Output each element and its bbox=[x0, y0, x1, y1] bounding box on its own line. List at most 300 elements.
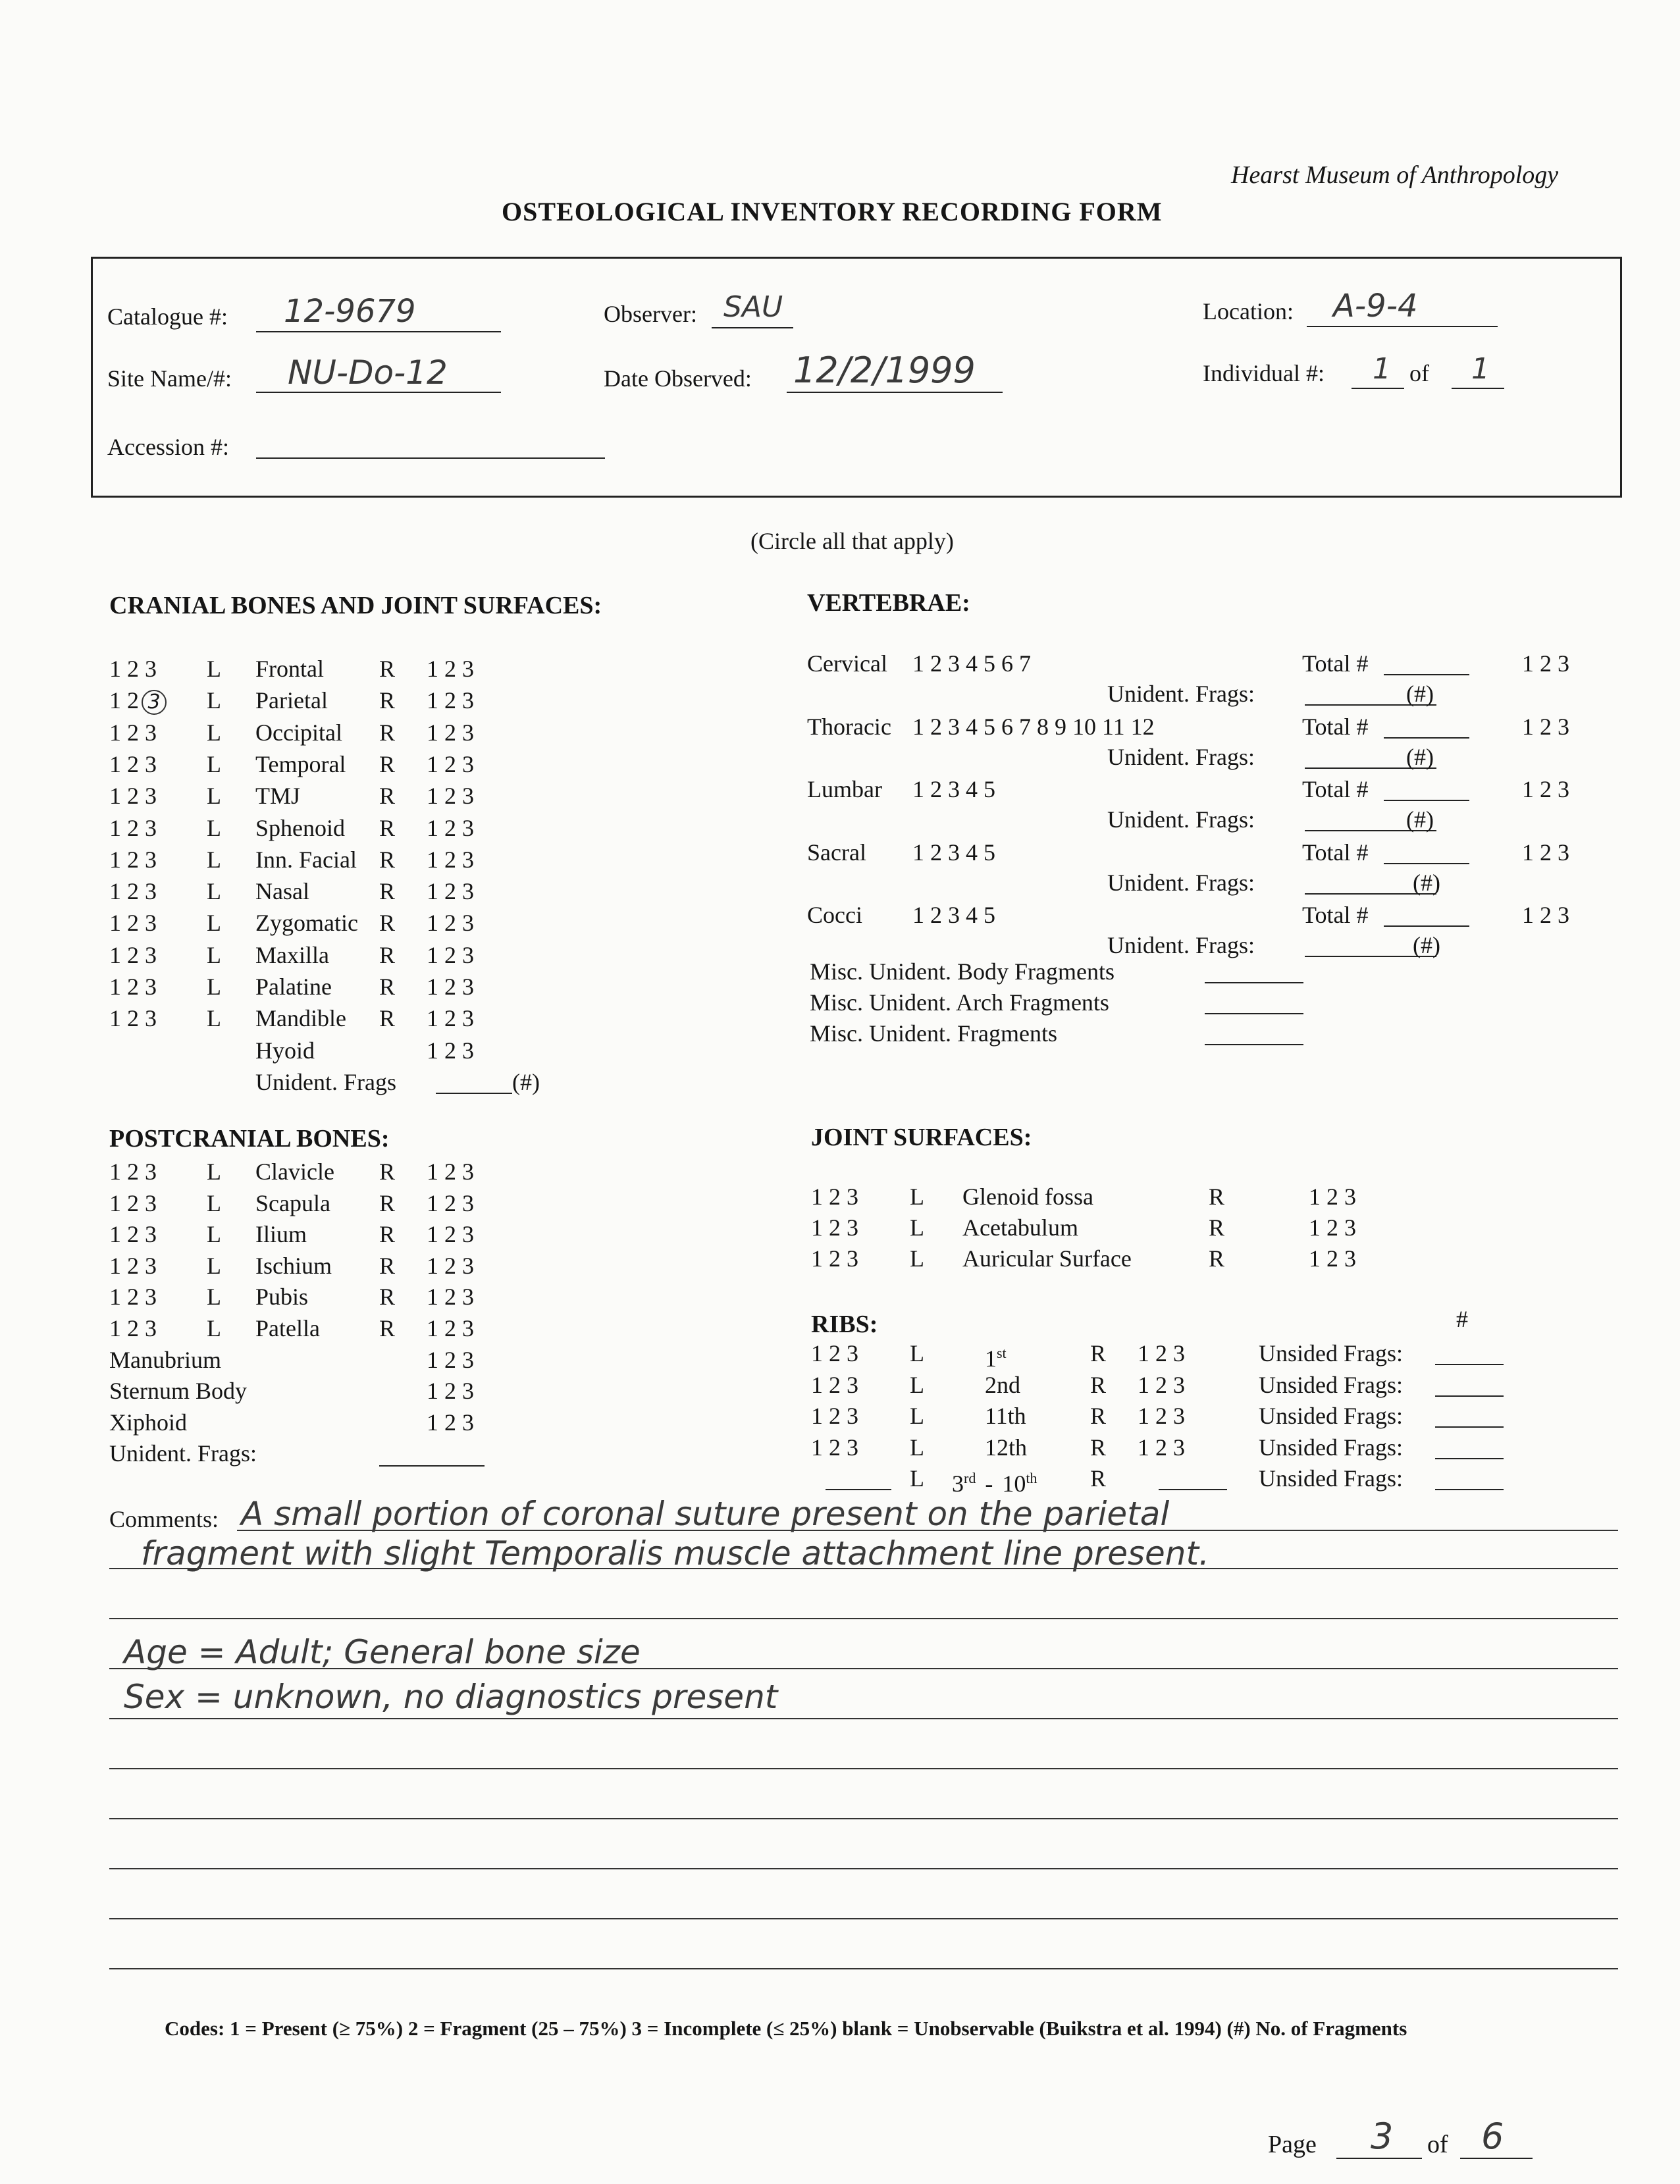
left-codes[interactable]: 1 2 3 bbox=[109, 750, 157, 777]
right-codes[interactable]: 1 2 3 bbox=[427, 687, 474, 714]
left-side: L bbox=[207, 974, 221, 1000]
right-codes[interactable]: 1 2 3 bbox=[1138, 1434, 1185, 1461]
left-codes[interactable]: 1 2 3 bbox=[109, 1284, 157, 1311]
left-side: L bbox=[207, 910, 221, 937]
right-codes[interactable]: 1 2 3 bbox=[427, 1346, 474, 1373]
total-label: Total # bbox=[1302, 776, 1369, 803]
rib-number-base: 2nd bbox=[985, 1371, 1020, 1398]
left-codes[interactable]: 1 2 3 bbox=[109, 1315, 157, 1341]
vertebrae-heading: VERTEBRAE: bbox=[807, 589, 970, 617]
total-line[interactable] bbox=[1384, 800, 1469, 801]
bone-name: Ischium bbox=[255, 1252, 332, 1279]
unsided-label: Unsided Frags: bbox=[1259, 1465, 1403, 1492]
postcranial-single-row bbox=[109, 1376, 570, 1405]
right-codes[interactable]: 1 2 3 bbox=[427, 941, 474, 968]
left-codes[interactable]: 1 2 3 bbox=[811, 1403, 858, 1429]
right-side: R bbox=[379, 750, 396, 777]
bone-name: Ilium bbox=[255, 1221, 307, 1248]
bone-name: Zygomatic bbox=[255, 910, 358, 937]
total-codes[interactable]: 1 2 3 bbox=[1522, 650, 1569, 677]
observer-value: SAU bbox=[723, 290, 783, 324]
individual-line bbox=[1352, 388, 1404, 389]
total-line[interactable] bbox=[1384, 674, 1469, 675]
unident-label: Unident. Frags: bbox=[1107, 681, 1255, 707]
comment-line[interactable] bbox=[109, 1618, 1618, 1619]
ribs-heading: RIBS: bbox=[811, 1311, 878, 1338]
bone-name: Temporal bbox=[255, 750, 346, 777]
left-codes[interactable]: 1 2 3 bbox=[109, 1158, 157, 1185]
cranial-row bbox=[109, 718, 570, 747]
left-side: L bbox=[207, 1284, 221, 1311]
unsided-label: Unsided Frags: bbox=[1259, 1371, 1403, 1398]
comment-line[interactable] bbox=[109, 1918, 1618, 1919]
unident-num: (#) bbox=[1413, 932, 1440, 959]
rib-number-base: 11th bbox=[985, 1403, 1026, 1429]
right-side: R bbox=[1209, 1214, 1225, 1241]
page-value: 3 bbox=[1371, 2116, 1394, 2157]
cranial-row bbox=[109, 908, 570, 937]
left-codes[interactable]: 1 2 3 bbox=[811, 1183, 858, 1210]
ribs-hash: # bbox=[1456, 1306, 1468, 1332]
left-side: L bbox=[207, 783, 221, 810]
unident-num: (#) bbox=[1406, 681, 1434, 707]
joint-table bbox=[811, 1182, 1469, 1281]
total-codes[interactable]: 1 2 3 bbox=[1522, 839, 1569, 866]
rib-row bbox=[811, 1433, 1627, 1462]
unident-label: Unident. Frags: bbox=[1107, 743, 1255, 770]
comment-line[interactable] bbox=[109, 1568, 1618, 1569]
right-codes[interactable]: 1 2 3 bbox=[427, 1315, 474, 1341]
cranial-unident-row bbox=[109, 1068, 570, 1097]
right-side: R bbox=[1090, 1465, 1107, 1492]
unsided-line[interactable] bbox=[1435, 1458, 1504, 1459]
comments-label: Comments: bbox=[109, 1506, 219, 1532]
unident-num: (#) bbox=[1406, 743, 1434, 770]
left-side: L bbox=[910, 1403, 924, 1429]
rib-number bbox=[985, 1401, 1026, 1430]
left-side: L bbox=[207, 1005, 221, 1032]
left-side: L bbox=[207, 656, 221, 682]
left-side: L bbox=[207, 1221, 221, 1248]
comment-line[interactable] bbox=[109, 1718, 1618, 1719]
right-side: R bbox=[379, 1005, 396, 1032]
right-side: R bbox=[379, 1252, 396, 1279]
misc-line[interactable] bbox=[1205, 982, 1303, 983]
left-side: L bbox=[910, 1371, 924, 1398]
total-line[interactable] bbox=[1384, 925, 1469, 927]
unident-num: (#) bbox=[512, 1068, 540, 1095]
unident-label: Unident. Frags: bbox=[109, 1440, 257, 1467]
joint-name: Auricular Surface bbox=[962, 1245, 1132, 1272]
vertebra-name: Cocci bbox=[807, 902, 862, 929]
rib-number-sup: st bbox=[997, 1345, 1007, 1361]
left-side: L bbox=[207, 1252, 221, 1279]
bone-name: Parietal bbox=[255, 687, 328, 714]
postcranial-table bbox=[109, 1157, 570, 1473]
rib-row bbox=[811, 1401, 1627, 1430]
left-codes[interactable]: 1 2 3 bbox=[109, 1221, 157, 1248]
rib-number bbox=[985, 1339, 1007, 1373]
joint-row bbox=[811, 1182, 1469, 1211]
location-value: A-9-4 bbox=[1333, 288, 1418, 325]
vertebra-numbers[interactable]: 1 2 3 4 5 6 7 8 9 10 11 12 bbox=[912, 713, 1155, 740]
unsided-line[interactable] bbox=[1435, 1364, 1504, 1365]
vertebrae-misc-row bbox=[807, 957, 1623, 986]
vertebrae-row bbox=[807, 838, 1623, 867]
vertebra-numbers[interactable]: 1 2 3 4 5 bbox=[912, 902, 995, 929]
cranial-row-hyoid bbox=[109, 1036, 570, 1065]
unident-label: Unident. Frags bbox=[255, 1068, 396, 1095]
total-label: Total # bbox=[1302, 713, 1369, 740]
cranial-row bbox=[109, 877, 570, 906]
postcranial-unident-row bbox=[109, 1439, 570, 1468]
left-side: L bbox=[207, 719, 221, 746]
vertebrae-unident-row bbox=[807, 868, 1623, 897]
range-start-sup: rd bbox=[964, 1470, 976, 1486]
bone-name: Inn. Facial bbox=[255, 846, 357, 873]
left-codes[interactable]: 1 2 3 bbox=[811, 1245, 858, 1272]
right-side: R bbox=[379, 878, 396, 905]
rib-row-range bbox=[811, 1464, 1627, 1497]
bone-name: Mandible bbox=[255, 1005, 346, 1032]
right-codes[interactable]: 1 2 3 bbox=[427, 878, 474, 905]
date-label: Date Observed: bbox=[604, 365, 752, 392]
total-line[interactable] bbox=[1384, 863, 1469, 864]
left-side: L bbox=[910, 1434, 924, 1461]
catalogue-label: Catalogue #: bbox=[107, 303, 228, 330]
range-start: 3 bbox=[952, 1470, 964, 1497]
code-text: 1 2 bbox=[109, 687, 139, 714]
right-codes[interactable]: 1 2 3 bbox=[427, 1189, 474, 1216]
unident-line[interactable] bbox=[379, 1465, 485, 1467]
location-label: Location: bbox=[1203, 298, 1294, 325]
right-codes[interactable]: 1 2 3 bbox=[427, 1378, 474, 1405]
rib-row bbox=[811, 1370, 1627, 1399]
range-dash: - bbox=[985, 1470, 993, 1497]
postcranial-row bbox=[109, 1314, 570, 1343]
postcranial-single-row bbox=[109, 1408, 570, 1437]
bone-name: Pubis bbox=[255, 1284, 309, 1311]
comment-handwriting: Age = Adult; General bone size bbox=[124, 1633, 641, 1671]
comment-line[interactable] bbox=[109, 1818, 1618, 1819]
unident-label: Unident. Frags: bbox=[1107, 806, 1255, 833]
left-side: L bbox=[910, 1465, 924, 1492]
postcranial-row bbox=[109, 1189, 570, 1218]
bone-name: Palatine bbox=[255, 974, 332, 1000]
right-side: R bbox=[379, 846, 396, 873]
left-side: L bbox=[207, 941, 221, 968]
left-codes[interactable]: 1 2 3 bbox=[109, 1005, 157, 1032]
left-codes[interactable]: 1 2 3 bbox=[109, 1252, 157, 1279]
vertebrae-unident-row bbox=[807, 742, 1623, 771]
vertebra-numbers[interactable]: 1 2 3 4 5 6 7 bbox=[912, 650, 1031, 677]
postcranial-row bbox=[109, 1251, 570, 1280]
right-side: R bbox=[379, 974, 396, 1000]
codes-legend: Codes: 1 = Present (≥ 75%) 2 = Fragment (25 – 75%) 3 = Incomplete (≤ 25%) blank = Unobservable (Buikstra et al. 1994) (#) No. of Fragments bbox=[165, 2017, 1407, 2040]
unsided-label: Unsided Frags: bbox=[1259, 1340, 1403, 1366]
unident-num: (#) bbox=[1406, 806, 1434, 833]
rib-number bbox=[985, 1433, 1027, 1462]
vertebrae-row bbox=[807, 775, 1623, 804]
right-side: R bbox=[379, 783, 396, 810]
right-side: R bbox=[379, 941, 396, 968]
bone-name: Xiphoid bbox=[109, 1409, 188, 1436]
unident-line[interactable] bbox=[436, 1093, 512, 1094]
rib-range bbox=[952, 1464, 1037, 1498]
left-codes[interactable]: 1 2 3 bbox=[109, 878, 157, 905]
bone-name: Sphenoid bbox=[255, 814, 346, 841]
cranial-table bbox=[109, 654, 570, 1128]
total-codes[interactable]: 1 2 3 bbox=[1522, 713, 1569, 740]
left-codes[interactable]: 1 2 3 bbox=[109, 846, 157, 873]
right-codes-line[interactable] bbox=[1159, 1489, 1227, 1490]
right-codes[interactable]: 1 2 3 bbox=[427, 1252, 474, 1279]
right-codes[interactable]: 1 2 3 bbox=[427, 1158, 474, 1185]
comment-line[interactable] bbox=[109, 1868, 1618, 1869]
bone-name: Occipital bbox=[255, 719, 342, 746]
unsided-line[interactable] bbox=[1435, 1395, 1504, 1397]
right-side: R bbox=[1090, 1340, 1107, 1366]
left-codes[interactable]: 1 2 3 bbox=[109, 719, 157, 746]
individual-total: 1 bbox=[1471, 352, 1490, 386]
right-side: R bbox=[379, 910, 396, 937]
left-codes[interactable] bbox=[109, 686, 167, 715]
right-codes[interactable]: 1 2 3 bbox=[1309, 1183, 1356, 1210]
right-codes[interactable]: 1 2 3 bbox=[427, 1221, 474, 1248]
vertebrae-misc-row bbox=[807, 988, 1623, 1017]
page-label: Page bbox=[1268, 2131, 1317, 2158]
rib-row bbox=[811, 1339, 1627, 1372]
bone-name: Frontal bbox=[255, 656, 324, 682]
postcranial-heading: POSTCRANIAL BONES: bbox=[109, 1125, 390, 1153]
site-line bbox=[256, 392, 501, 393]
right-codes[interactable]: 1 2 3 bbox=[427, 1005, 474, 1032]
comment-line[interactable] bbox=[109, 1668, 1618, 1669]
left-side: L bbox=[207, 1315, 221, 1341]
accession-line bbox=[256, 457, 605, 459]
left-codes[interactable]: 1 2 3 bbox=[811, 1214, 858, 1241]
cranial-row bbox=[109, 781, 570, 810]
cranial-row bbox=[109, 686, 570, 715]
date-value: 12/2/1999 bbox=[793, 350, 976, 391]
vertebrae-unident-row bbox=[807, 931, 1623, 960]
total-line[interactable] bbox=[1384, 737, 1469, 739]
right-side: R bbox=[1209, 1245, 1225, 1272]
observer-line bbox=[712, 327, 793, 328]
right-codes[interactable]: 1 2 3 bbox=[427, 974, 474, 1000]
left-codes[interactable]: 1 2 3 bbox=[109, 656, 157, 682]
bone-name: Manubrium bbox=[109, 1346, 221, 1373]
left-codes[interactable]: 1 2 3 bbox=[109, 910, 157, 937]
unsided-label: Unsided Frags: bbox=[1259, 1434, 1403, 1461]
right-codes[interactable]: 1 2 3 bbox=[1138, 1403, 1185, 1429]
left-codes[interactable]: 1 2 3 bbox=[811, 1434, 858, 1461]
bone-name: Hyoid bbox=[255, 1037, 315, 1064]
museum-name: Hearst Museum of Anthropology bbox=[1231, 161, 1559, 189]
right-codes[interactable]: 1 2 3 bbox=[1309, 1214, 1356, 1241]
right-codes[interactable]: 1 2 3 bbox=[427, 1284, 474, 1311]
comment-line[interactable] bbox=[109, 1768, 1618, 1769]
unident-label: Unident. Frags: bbox=[1107, 932, 1255, 959]
cranial-row bbox=[109, 750, 570, 779]
total-label: Total # bbox=[1302, 650, 1369, 677]
vertebra-name: Sacral bbox=[807, 839, 866, 866]
unident-label: Unident. Frags: bbox=[1107, 869, 1255, 896]
left-side: L bbox=[910, 1183, 924, 1210]
right-side: R bbox=[379, 1221, 396, 1248]
joint-row bbox=[811, 1213, 1469, 1242]
left-side: L bbox=[207, 750, 221, 777]
left-side: L bbox=[910, 1214, 924, 1241]
site-label: Site Name/#: bbox=[107, 365, 232, 392]
page-total: 6 bbox=[1481, 2116, 1504, 2157]
catalogue-line bbox=[256, 331, 501, 332]
left-codes[interactable]: 1 2 3 bbox=[811, 1371, 858, 1398]
left-side: L bbox=[207, 846, 221, 873]
joint-heading: JOINT SURFACES: bbox=[811, 1124, 1032, 1151]
misc-label: Misc. Unident. Arch Fragments bbox=[810, 989, 1109, 1016]
misc-line[interactable] bbox=[1205, 1044, 1303, 1045]
right-codes[interactable]: 1 2 3 bbox=[427, 846, 474, 873]
vertebra-numbers[interactable]: 1 2 3 4 5 bbox=[912, 839, 995, 866]
unsided-line[interactable] bbox=[1435, 1426, 1504, 1428]
postcranial-row bbox=[109, 1282, 570, 1311]
unsided-label: Unsided Frags: bbox=[1259, 1403, 1403, 1429]
left-codes[interactable]: 1 2 3 bbox=[811, 1340, 858, 1366]
vertebra-numbers[interactable]: 1 2 3 4 5 bbox=[912, 776, 995, 803]
form-title: OSTEOLOGICAL INVENTORY RECORDING FORM bbox=[502, 197, 1163, 226]
right-codes[interactable]: 1 2 3 bbox=[427, 783, 474, 810]
right-codes[interactable]: 1 2 3 bbox=[427, 814, 474, 841]
rib-number-base: 1 bbox=[985, 1345, 997, 1372]
range-end-sup: th bbox=[1026, 1470, 1037, 1486]
comment-handwriting: A small portion of coronal suture present on the parietal bbox=[241, 1495, 1170, 1533]
location-line bbox=[1307, 326, 1498, 327]
left-side: L bbox=[207, 1158, 221, 1185]
bone-name: Maxilla bbox=[255, 941, 329, 968]
right-codes[interactable]: 1 2 3 bbox=[427, 1037, 474, 1064]
left-codes[interactable]: 1 2 3 bbox=[109, 814, 157, 841]
total-codes[interactable]: 1 2 3 bbox=[1522, 776, 1569, 803]
individual-of: of bbox=[1409, 360, 1429, 386]
date-line bbox=[787, 392, 1003, 393]
comment-handwriting: Sex = unknown, no diagnostics present bbox=[124, 1678, 778, 1716]
right-codes[interactable]: 1 2 3 bbox=[1138, 1340, 1185, 1366]
total-label: Total # bbox=[1302, 839, 1369, 866]
right-codes[interactable]: 1 2 3 bbox=[427, 656, 474, 682]
left-side: L bbox=[207, 878, 221, 905]
right-codes[interactable]: 1 2 3 bbox=[427, 750, 474, 777]
individual-value: 1 bbox=[1373, 352, 1391, 386]
vertebra-name: Cervical bbox=[807, 650, 887, 677]
left-side: L bbox=[207, 814, 221, 841]
joint-row bbox=[811, 1244, 1469, 1273]
right-side: R bbox=[1209, 1183, 1225, 1210]
cranial-row bbox=[109, 814, 570, 843]
ribs-table bbox=[811, 1339, 1627, 1497]
page-line bbox=[1336, 2158, 1422, 2159]
vertebrae-row bbox=[807, 900, 1623, 929]
right-codes[interactable]: 1 2 3 bbox=[427, 719, 474, 746]
rib-number bbox=[985, 1370, 1020, 1399]
bone-name: Scapula bbox=[255, 1189, 330, 1216]
right-side: R bbox=[1090, 1403, 1107, 1429]
comment-line[interactable] bbox=[237, 1530, 1618, 1531]
vertebrae-table bbox=[807, 649, 1623, 1070]
unsided-line[interactable] bbox=[1435, 1489, 1504, 1490]
right-side: R bbox=[379, 1284, 396, 1311]
vertebrae-row bbox=[807, 712, 1623, 741]
cranial-row bbox=[109, 972, 570, 1001]
vertebrae-row bbox=[807, 649, 1623, 678]
left-codes[interactable]: 1 2 3 bbox=[109, 974, 157, 1000]
catalogue-value: 12-9679 bbox=[284, 293, 416, 330]
unident-num: (#) bbox=[1413, 869, 1440, 896]
left-codes[interactable]: 1 2 3 bbox=[109, 783, 157, 810]
left-side: L bbox=[207, 687, 221, 714]
right-codes[interactable]: 1 2 3 bbox=[427, 910, 474, 937]
total-codes[interactable]: 1 2 3 bbox=[1522, 902, 1569, 929]
right-side: R bbox=[1090, 1371, 1107, 1398]
cranial-row bbox=[109, 845, 570, 874]
misc-line[interactable] bbox=[1205, 1013, 1303, 1014]
postcranial-row bbox=[109, 1220, 570, 1249]
right-side: R bbox=[379, 814, 396, 841]
right-side: R bbox=[1090, 1434, 1107, 1461]
page-of: of bbox=[1427, 2131, 1448, 2158]
circled-code: 3 bbox=[142, 690, 167, 715]
right-side: R bbox=[379, 1315, 396, 1341]
left-codes[interactable]: 1 2 3 bbox=[109, 1189, 157, 1216]
range-end: 10 bbox=[1002, 1470, 1026, 1497]
vertebrae-unident-row bbox=[807, 805, 1623, 834]
accession-label: Accession #: bbox=[107, 434, 229, 460]
left-side: L bbox=[910, 1340, 924, 1366]
individual-label: Individual #: bbox=[1203, 360, 1325, 386]
vertebrae-unident-row bbox=[807, 679, 1623, 708]
right-codes[interactable]: 1 2 3 bbox=[1309, 1245, 1356, 1272]
comment-line[interactable] bbox=[109, 1968, 1618, 1969]
right-codes[interactable]: 1 2 3 bbox=[1138, 1371, 1185, 1398]
header-box bbox=[91, 257, 1622, 498]
bone-name: Nasal bbox=[255, 878, 309, 905]
right-side: R bbox=[379, 1158, 396, 1185]
bone-name: Clavicle bbox=[255, 1158, 334, 1185]
misc-label: Misc. Unident. Body Fragments bbox=[810, 958, 1115, 985]
joint-name: Acetabulum bbox=[962, 1214, 1078, 1241]
bone-name: Patella bbox=[255, 1315, 320, 1341]
bone-name: Sternum Body bbox=[109, 1378, 248, 1405]
page-total-line bbox=[1460, 2158, 1533, 2159]
total-label: Total # bbox=[1302, 902, 1369, 929]
right-side: R bbox=[379, 687, 396, 714]
right-side: R bbox=[379, 1189, 396, 1216]
cranial-row bbox=[109, 654, 570, 683]
vertebra-name: Lumbar bbox=[807, 776, 882, 803]
cranial-row bbox=[109, 1004, 570, 1033]
rib-number-base: 12th bbox=[985, 1434, 1028, 1461]
postcranial-row bbox=[109, 1157, 570, 1186]
cranial-heading: CRANIAL BONES AND JOINT SURFACES: bbox=[109, 592, 602, 619]
vertebrae-misc-row bbox=[807, 1019, 1623, 1048]
postcranial-single-row bbox=[109, 1345, 570, 1374]
left-side: L bbox=[207, 1189, 221, 1216]
left-codes-line[interactable] bbox=[826, 1489, 891, 1490]
right-codes[interactable]: 1 2 3 bbox=[427, 1409, 474, 1436]
misc-label: Misc. Unident. Fragments bbox=[810, 1020, 1057, 1047]
left-codes[interactable]: 1 2 3 bbox=[109, 941, 157, 968]
right-side: R bbox=[379, 656, 396, 682]
